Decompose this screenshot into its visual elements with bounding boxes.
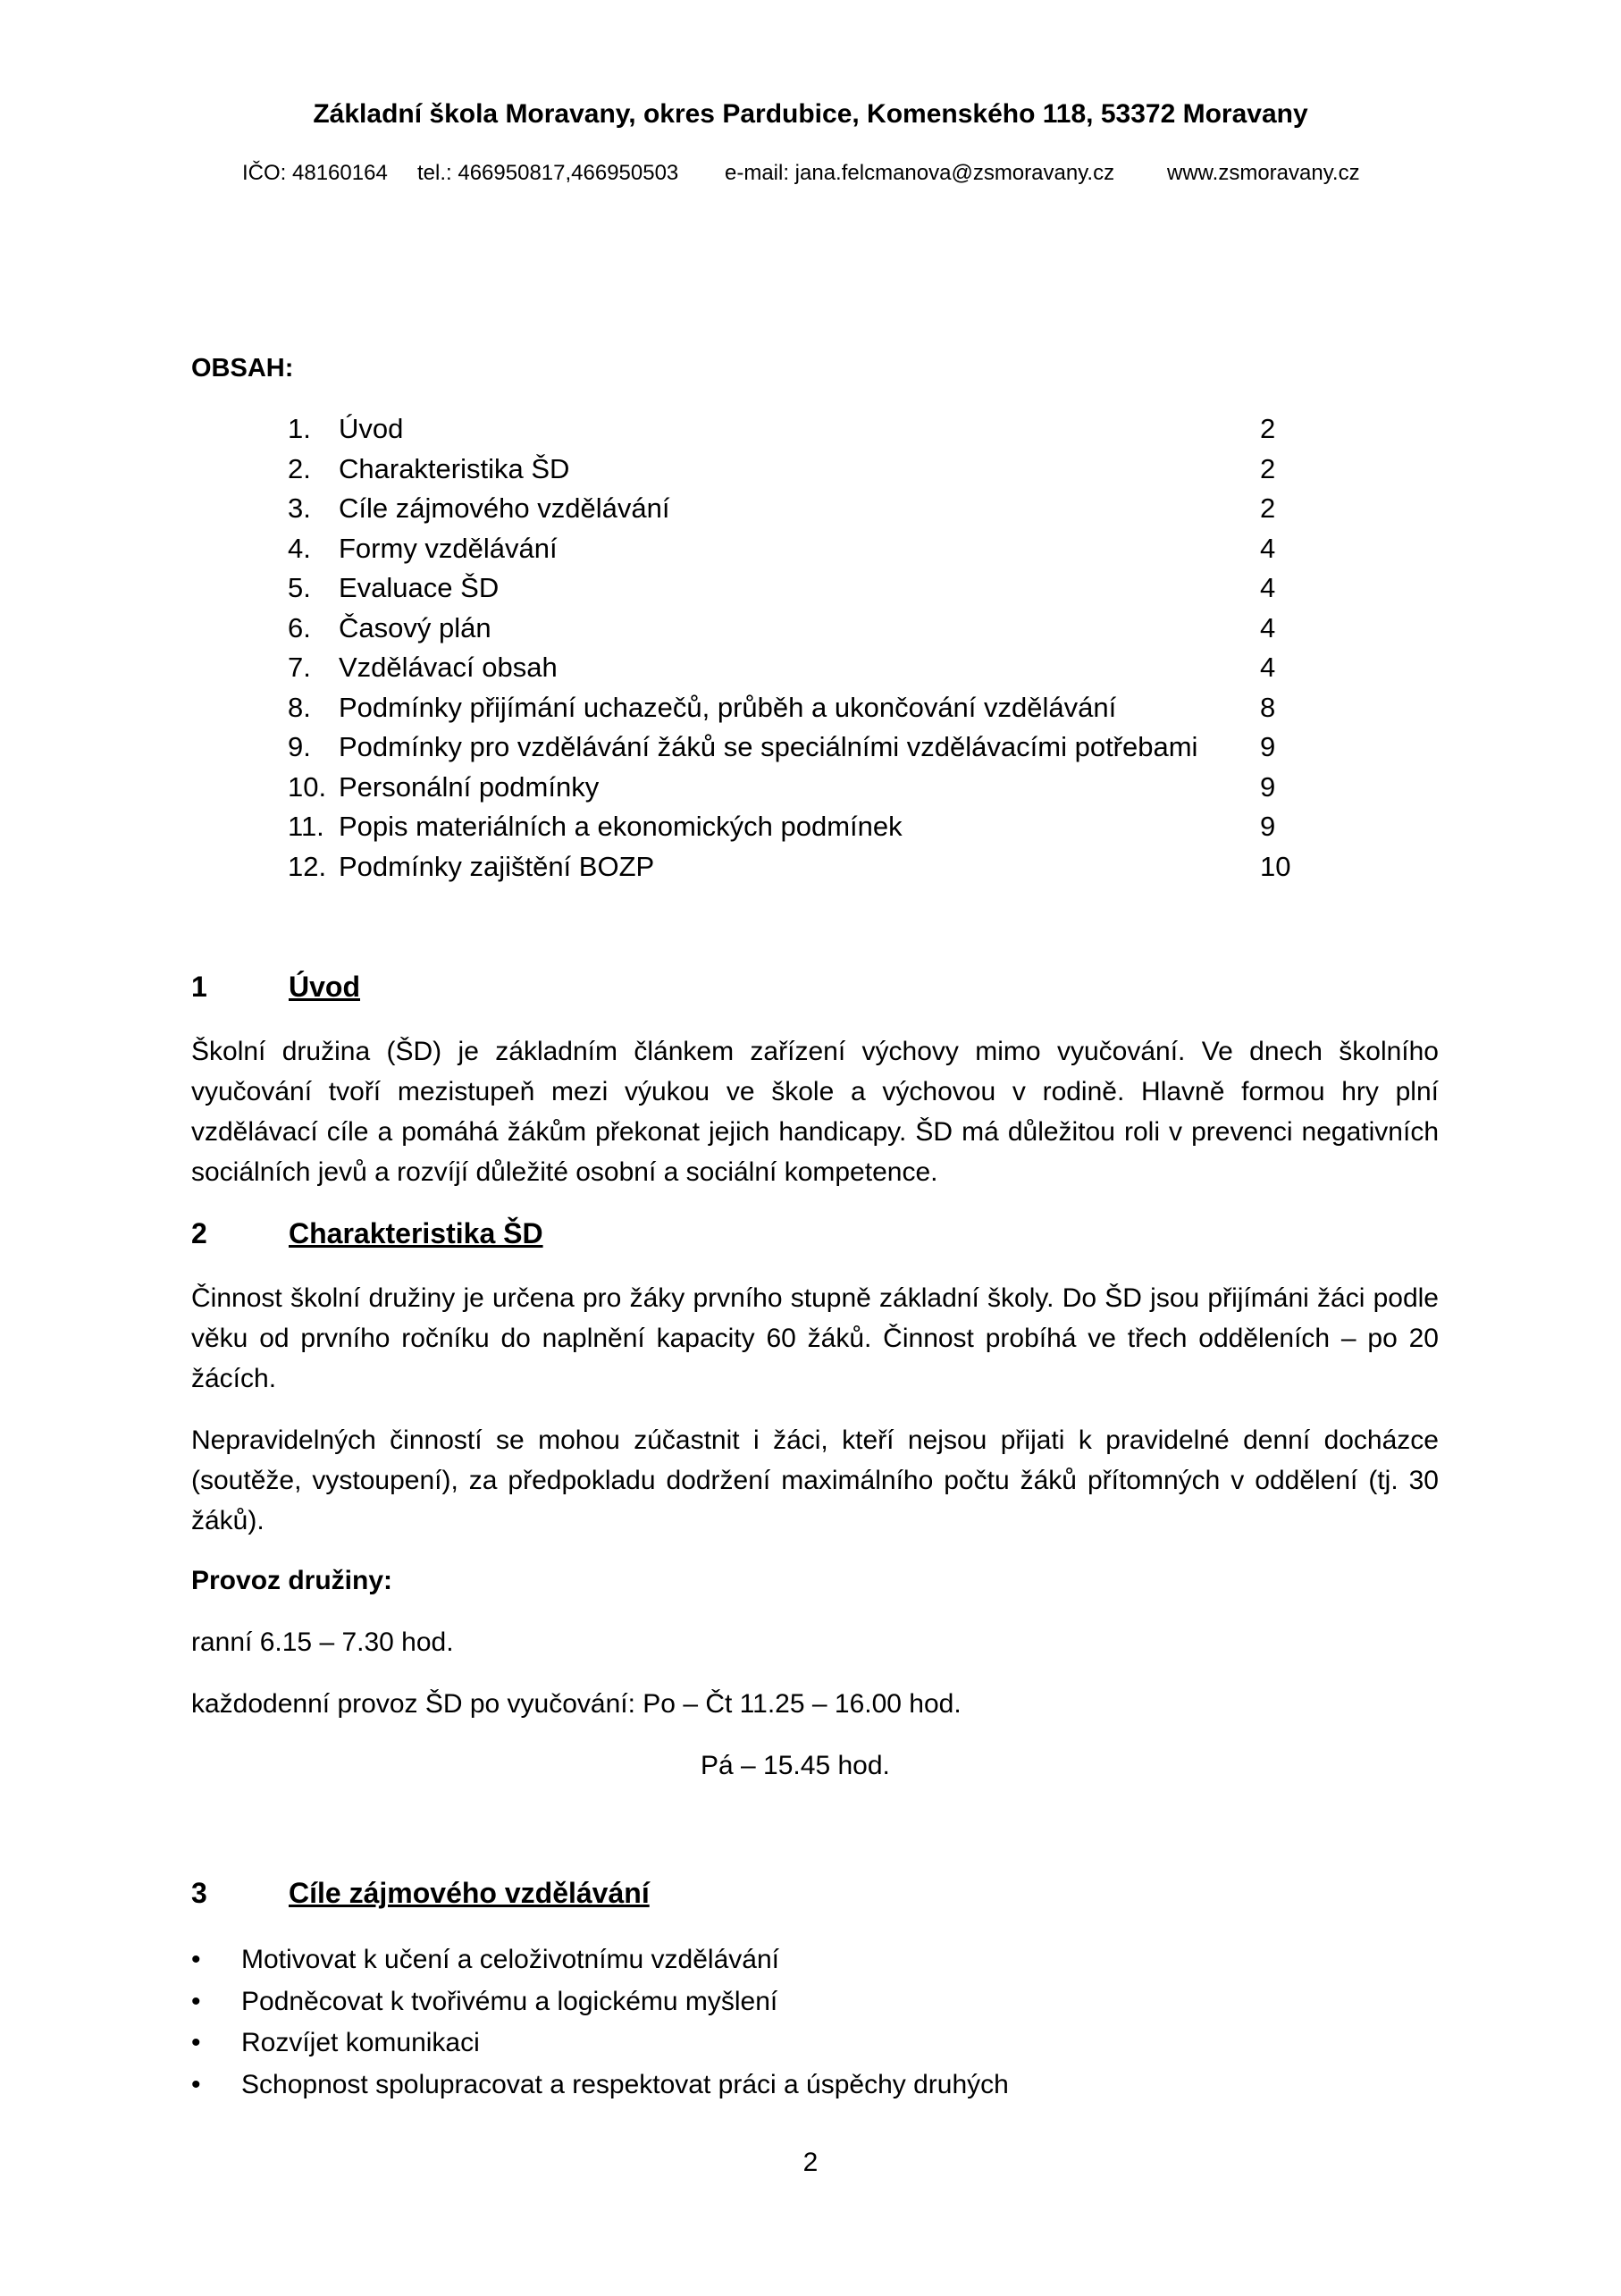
toc-item-page: 8 — [1260, 691, 1276, 723]
section-number: 1 — [191, 971, 207, 1003]
bullet-icon: • — [191, 1986, 201, 2016]
website-text: www.zsmoravany.cz — [1167, 161, 1360, 185]
toc-heading: OBSAH: — [191, 354, 294, 383]
email-text: e-mail: jana.felcmanova@zsmoravany.cz — [725, 161, 1115, 185]
list-item — [191, 1939, 1442, 1981]
toc-item — [0, 688, 1621, 728]
list-item-text: Rozvíjet komunikaci — [241, 2028, 480, 2057]
toc-item-number: 4. — [288, 532, 311, 564]
table-of-contents — [0, 409, 1621, 887]
section-title: Cíle zájmového vzdělávání — [289, 1877, 650, 1909]
section-title: Úvod — [289, 971, 360, 1003]
list-item — [191, 1981, 1442, 2023]
section-number: 2 — [191, 1217, 207, 1249]
daily-hours: každodenní provoz ŠD po vyučování: Po – Čt 11.25 – 16.00 hod. — [191, 1689, 962, 1719]
toc-item — [0, 450, 1621, 490]
section-2-paragraph-1: Činnost školní družiny je určena pro žáky prvního stupně základní školy. Do ŠD jsou přijímáni žáci podle věku od prvního ročníku do naplnění kapacity 60 žáků. Činnost probíhá ve třech odděleních – po 20 žácích. — [191, 1283, 1439, 1393]
toc-item-number: 12. — [288, 850, 327, 882]
school-name-heading: Základní škola Moravany, okres Pardubice, Komenského 118, 53372 Moravany — [313, 99, 1308, 129]
toc-item-number: 2. — [288, 452, 311, 484]
toc-item — [0, 727, 1621, 768]
toc-item — [0, 489, 1621, 529]
toc-item-page: 10 — [1260, 850, 1291, 882]
toc-item-number: 11. — [288, 811, 324, 842]
toc-item-page: 9 — [1260, 731, 1276, 762]
toc-item-page: 9 — [1260, 811, 1276, 842]
toc-item — [0, 529, 1621, 569]
toc-item — [0, 768, 1621, 808]
ico-text: IČO: 48160164 — [242, 161, 388, 185]
toc-item-page: 9 — [1260, 770, 1276, 803]
toc-item-label: Podmínky pro vzdělávání žáků se speciálními vzdělávacími potřebami — [339, 731, 1198, 762]
toc-item-label: Časový plán — [339, 611, 491, 643]
toc-item-number: 9. — [288, 731, 311, 762]
morning-hours: ranní 6.15 – 7.30 hod. — [191, 1627, 454, 1657]
toc-item-page: 2 — [1260, 452, 1276, 484]
toc-item-page: 4 — [1260, 572, 1276, 603]
goals-bullet-list — [191, 1939, 1442, 2106]
section-1-paragraph: Školní družina (ŠD) je základním článkem zařízení výchovy mimo vyučování. Ve dnech školního vyučování tvoří mezistupeň mezi výukou ve škole a výchovou v rodině. Hlavně formou hry plní vzdělávací cíle a pomáhá žákům překonat jejich handicapy. ŠD má důležitou roli v prevenci negativních sociálních jevů a rozvíjí důležité osobní a sociální kompetence. — [191, 1037, 1439, 1187]
section-number: 3 — [191, 1877, 207, 1909]
list-item — [191, 2023, 1442, 2065]
section-2-paragraph-2: Nepravidelných činností se mohou zúčastnit i žáci, kteří nejsou přijati k pravidelné denní docházce (soutěže, vystoupení), za předpokladu dodržení maximálního počtu žáků přítomných v oddělení (tj. 30 žáků). — [191, 1426, 1439, 1535]
toc-item-page: 2 — [1260, 413, 1276, 444]
bullet-icon: • — [191, 2069, 201, 2099]
toc-item-label: Charakteristika ŠD — [339, 452, 570, 484]
phone-text: tel.: 466950817,466950503 — [417, 161, 679, 185]
toc-item-label: Úvod — [339, 413, 404, 444]
toc-item-label: Evaluace ŠD — [339, 572, 500, 603]
toc-item — [0, 847, 1621, 887]
toc-item — [0, 409, 1621, 450]
school-contact-line — [0, 156, 1621, 191]
toc-item-page: 4 — [1260, 652, 1276, 683]
toc-item-number: 5. — [288, 572, 311, 603]
bullet-icon: • — [191, 1945, 201, 1974]
toc-item-label: Vzdělávací obsah — [339, 652, 558, 683]
page-number: 2 — [802, 2148, 819, 2177]
list-item — [191, 2065, 1442, 2107]
toc-item-number: 6. — [288, 611, 311, 643]
toc-item-label: Formy vzdělávání — [339, 532, 558, 564]
toc-item-page: 4 — [1260, 611, 1276, 643]
toc-item — [0, 807, 1621, 847]
toc-item — [0, 568, 1621, 609]
toc-item-number: 1. — [288, 413, 311, 444]
toc-item — [0, 609, 1621, 649]
toc-item-page: 2 — [1260, 492, 1276, 524]
friday-hours: Pá – 15.45 hod. — [701, 1751, 890, 1780]
toc-item-number: 3. — [288, 492, 311, 524]
toc-item-label: Podmínky zajištění BOZP — [339, 850, 655, 882]
toc-item-label: Cíle zájmového vzdělávání — [339, 492, 670, 524]
toc-item-page: 4 — [1260, 532, 1276, 564]
toc-item-label: Personální podmínky — [339, 770, 600, 803]
toc-item — [0, 648, 1621, 688]
toc-item-number: 7. — [288, 652, 311, 683]
toc-item-number: 10. — [288, 770, 327, 803]
list-item-text: Schopnost spolupracovat a respektovat práci a úspěchy druhých — [241, 2069, 1009, 2099]
section-title: Charakteristika ŠD — [289, 1217, 543, 1249]
provoz-heading: Provoz družiny: — [191, 1566, 393, 1595]
toc-item-label: Podmínky přijímání uchazečů, průběh a ukončování vzdělávání — [339, 691, 1117, 723]
list-item-text: Motivovat k učení a celoživotnímu vzdělávání — [241, 1945, 779, 1974]
toc-item-number: 8. — [288, 691, 311, 723]
list-item-text: Podněcovat k tvořivému a logickému myšlení — [241, 1986, 778, 2016]
bullet-icon: • — [191, 2028, 201, 2057]
toc-item-label: Popis materiálních a ekonomických podmínek — [339, 811, 903, 842]
